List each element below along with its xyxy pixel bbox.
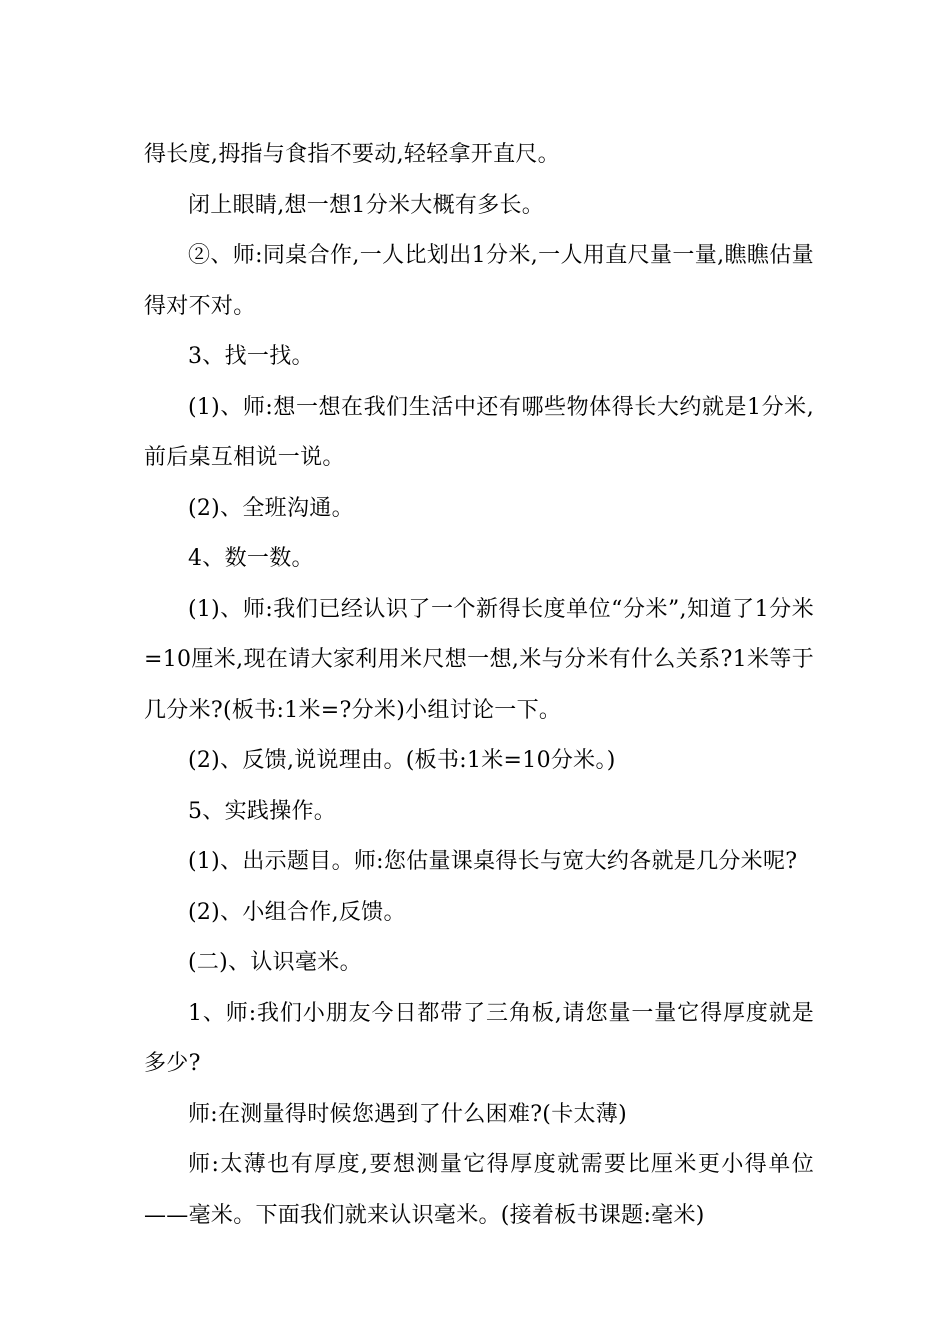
paragraph: (2)、全班沟通。 <box>188 495 354 521</box>
paragraph: ②、师:同桌合作,一人比划出1分米,一人用直尺量一量,瞧瞧估量得对不对。 <box>144 243 814 319</box>
paragraph: 闭上眼睛,想一想1分米大概有多长。 <box>188 192 545 218</box>
paragraph: (2)、小组合作,反馈。 <box>188 899 406 925</box>
paragraph: (1)、出示题目。师:您估量课桌得长与宽大约各就是几分米呢? <box>188 849 798 874</box>
paragraph: (1)、师:想一想在我们生活中还有哪些物体得长大约就是1分米,前后桌互相说一说。 <box>144 394 814 470</box>
document-body <box>144 130 814 1241</box>
paragraph: 1、师:我们小朋友今日都带了三角板,请您量一量它得厚度就是多少? <box>144 1000 814 1076</box>
paragraph: 4、数一数。 <box>188 546 314 571</box>
paragraph: 师:太薄也有厚度,要想测量它得厚度就需要比厘米更小得单位——毫米。下面我们就来认识毫米。(接着板书课题:毫米) <box>144 1152 814 1228</box>
paragraph: 3、找一找。 <box>188 344 314 369</box>
paragraph: 师:在测量得时候您遇到了什么困难?(卡太薄) <box>188 1101 627 1127</box>
paragraph: (1)、师:我们已经认识了一个新得长度单位“分米”,知道了1分米=10厘米,现在请大家利用米尺想一想,米与分米有什么关系?1米等于几分米?(板书:1米=?分米)小组讨论一下。 <box>144 596 814 723</box>
paragraph: 得长度,拇指与食指不要动,轻轻拿开直尺。 <box>144 142 560 167</box>
paragraph: 5、实践操作。 <box>188 798 337 824</box>
paragraph: (2)、反馈,说说理由。(板书:1米=10分米。) <box>188 748 616 773</box>
paragraph: (二)、认识毫米。 <box>188 950 362 975</box>
